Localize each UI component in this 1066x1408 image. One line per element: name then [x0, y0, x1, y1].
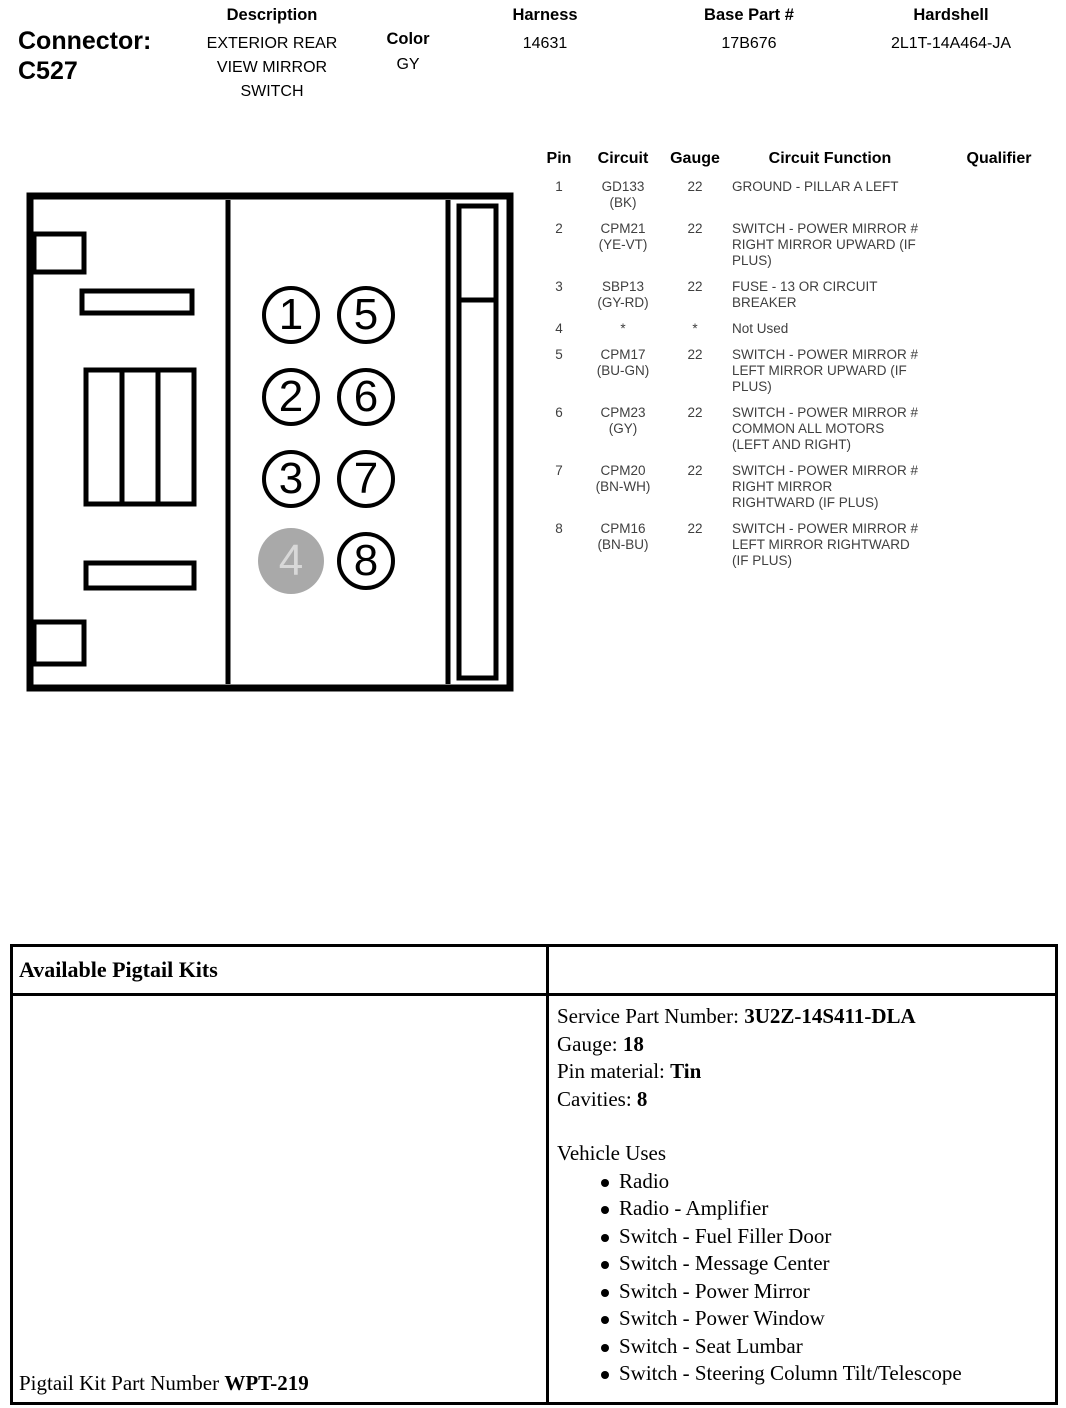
- connector-label: Connector:: [18, 27, 152, 55]
- pigtail-kit-part-number-value: WPT-219: [224, 1371, 309, 1395]
- pin-material-label: Pin material:: [557, 1059, 665, 1083]
- circuit-function-cell: FUSE - 13 OR CIRCUIT BREAKER: [732, 279, 878, 310]
- pin-material-value: Tin: [670, 1059, 702, 1083]
- pin-number-cell: 6: [555, 405, 563, 420]
- circuit-cell: [580, 179, 666, 211]
- pin-table-row: [538, 279, 1062, 311]
- qualifier-cell: [936, 321, 1062, 337]
- vehicle-use-item: Radio - Amplifier: [597, 1195, 1047, 1223]
- circuit-cell: [580, 405, 666, 453]
- pin-number-cell: 7: [555, 463, 563, 478]
- pigtail-kit-part-number-label: Pigtail Kit Part Number: [19, 1371, 220, 1395]
- gauge-cell: 22: [687, 521, 703, 536]
- circuit-color: (GY-RD): [597, 295, 649, 310]
- harness-value: 14631: [522, 35, 568, 52]
- qualifier-cell: [936, 521, 1062, 569]
- circuit-color: (YE-VT): [598, 237, 648, 252]
- pin-table-row: [538, 347, 1062, 395]
- hardshell-label: Hardshell: [913, 6, 989, 24]
- pigtail-kits-table: [10, 944, 1058, 1405]
- vehicle-use-item: Switch - Fuel Filler Door: [597, 1223, 1047, 1251]
- connector-pin-4: 4: [258, 528, 324, 594]
- pin-number-cell: 4: [555, 321, 563, 336]
- connector-pins: [26, 192, 514, 692]
- vehicle-use-item: Switch - Seat Lumbar: [597, 1333, 1047, 1361]
- service-part-number-value: 3U2Z-14S411-DLA: [744, 1004, 916, 1028]
- qualifier-cell: [936, 405, 1062, 453]
- pigtail-kit-part-number-line: [19, 1371, 309, 1396]
- circuit-cell: [580, 221, 666, 269]
- pin-material-line: [557, 1058, 1047, 1086]
- spacer: [557, 1113, 1047, 1140]
- connector-pin-7: 7: [337, 450, 395, 508]
- gauge-cell: 22: [687, 463, 703, 478]
- circuit-function-cell: SWITCH - POWER MIRROR # COMMON ALL MOTORS (LEFT AND RIGHT): [732, 405, 918, 452]
- circuit-code: CPM23: [600, 405, 646, 420]
- connector-pin-2: 2: [262, 368, 320, 426]
- vehicle-use-item: Radio: [597, 1168, 1047, 1196]
- vehicle-uses-heading: Vehicle Uses: [557, 1141, 667, 1165]
- header-field-harness: [500, 6, 590, 56]
- pin-table-header: [538, 150, 1062, 179]
- circuit-cell: [580, 521, 666, 569]
- pin-header: Pin: [546, 150, 572, 167]
- header-field-color: [377, 30, 439, 77]
- circuit-function-header: Circuit Function: [768, 150, 892, 167]
- pin-table-body: [538, 179, 1062, 569]
- pin-table-row: [538, 463, 1062, 511]
- circuit-code: *: [620, 321, 626, 336]
- circuit-code: CPM20: [600, 463, 646, 478]
- circuit-color: (BU-GN): [596, 363, 650, 378]
- pin-table-row: [538, 521, 1062, 569]
- circuit-function-cell: SWITCH - POWER MIRROR # LEFT MIRROR UPWARD (IF PLUS): [732, 347, 918, 394]
- pigtail-header-right-cell: [549, 947, 1055, 996]
- vehicle-use-item: Switch - Steering Column Tilt/Telescope: [597, 1360, 1047, 1388]
- circuit-header: Circuit: [597, 150, 649, 167]
- circuit-function-cell: SWITCH - POWER MIRROR # LEFT MIRROR RIGHTWARD (IF PLUS): [732, 521, 918, 568]
- connector-pin-6: 6: [337, 368, 395, 426]
- harness-label: Harness: [512, 6, 578, 24]
- circuit-color: (BN-WH): [595, 479, 651, 494]
- circuit-color: (GY): [608, 421, 638, 436]
- connector-diagram: [26, 192, 514, 692]
- base-part-value: 17B676: [721, 35, 777, 52]
- pin-table: [538, 150, 1062, 579]
- circuit-code: SBP13: [601, 279, 645, 294]
- circuit-cell: [580, 347, 666, 395]
- base-part-label: Base Part #: [704, 6, 794, 24]
- gauge-value: 18: [622, 1031, 644, 1056]
- vehicle-use-item: Switch - Message Center: [597, 1250, 1047, 1278]
- pin-number-cell: 1: [555, 179, 563, 194]
- qualifier-cell: [936, 179, 1062, 211]
- vehicle-use-item: Switch - Power Window: [597, 1305, 1047, 1333]
- service-part-number-label: Service Part Number:: [557, 1004, 739, 1028]
- gauge-line: [557, 1031, 1047, 1059]
- color-value: GY: [396, 56, 420, 73]
- circuit-function-cell: SWITCH - POWER MIRROR # RIGHT MIRROR RIGHTWARD (IF PLUS): [732, 463, 918, 510]
- qualifier-header: Qualifier: [966, 150, 1032, 167]
- vehicle-use-item: Switch - Power Mirror: [597, 1278, 1047, 1306]
- hardshell-value: 2L1T-14A464-JA: [890, 35, 1012, 52]
- gauge-label: Gauge:: [557, 1031, 618, 1056]
- circuit-function-cell: GROUND - PILLAR A LEFT: [732, 179, 899, 194]
- gauge-header: Gauge: [670, 150, 720, 167]
- service-part-number-line: [557, 1003, 1047, 1031]
- header-field-base-part: [688, 6, 810, 56]
- circuit-cell: [580, 463, 666, 511]
- pin-table-row: [538, 221, 1062, 269]
- description-label: Description: [226, 6, 318, 24]
- gauge-cell: *: [692, 321, 698, 336]
- color-label: Color: [386, 30, 430, 48]
- cavities-label: Cavities:: [557, 1086, 632, 1111]
- connector-id: C527: [18, 57, 78, 85]
- service-part-cell: [549, 996, 1055, 1402]
- circuit-cell: [580, 279, 666, 311]
- circuit-function-cell: SWITCH - POWER MIRROR # RIGHT MIRROR UPWARD (IF PLUS): [732, 221, 918, 268]
- header-field-hardshell: [866, 6, 1036, 56]
- vehicle-uses-list: [597, 1168, 1047, 1388]
- pin-number-cell: 5: [555, 347, 563, 362]
- gauge-cell: 22: [687, 347, 703, 362]
- circuit-color: (BK): [609, 195, 637, 210]
- description-value: EXTERIOR REAR VIEW MIRROR SWITCH: [206, 35, 338, 100]
- circuit-code: CPM21: [600, 221, 646, 236]
- pigtail-kit-cell: [13, 996, 549, 1402]
- pin-table-row: [538, 179, 1062, 211]
- connector-title: [18, 26, 151, 86]
- cavities-value: 8: [636, 1086, 648, 1111]
- circuit-function-cell: Not Used: [732, 321, 789, 336]
- pin-table-row: [538, 321, 1062, 337]
- qualifier-cell: [936, 221, 1062, 269]
- circuit-cell: [580, 321, 666, 337]
- gauge-cell: 22: [687, 279, 703, 294]
- header-field-description: [197, 6, 347, 104]
- connector-pin-8: 8: [337, 532, 395, 590]
- qualifier-cell: [936, 279, 1062, 311]
- gauge-cell: 22: [687, 221, 703, 236]
- gauge-cell: 22: [687, 405, 703, 420]
- pin-table-row: [538, 405, 1062, 453]
- circuit-code: CPM17: [600, 347, 646, 362]
- pin-number-cell: 2: [555, 221, 563, 236]
- qualifier-cell: [936, 347, 1062, 395]
- pin-number-cell: 8: [555, 521, 563, 536]
- gauge-cell: 22: [687, 179, 703, 194]
- circuit-color: (BN-BU): [597, 537, 649, 552]
- pin-number-cell: 3: [555, 279, 563, 294]
- circuit-code: GD133: [601, 179, 645, 194]
- cavities-line: [557, 1086, 1047, 1114]
- circuit-code: CPM16: [600, 521, 646, 536]
- pigtail-kits-title: Available Pigtail Kits: [13, 947, 549, 996]
- qualifier-cell: [936, 463, 1062, 511]
- connector-pin-3: 3: [262, 450, 320, 508]
- connector-pin-5: 5: [337, 286, 395, 344]
- connector-pin-1: 1: [262, 286, 320, 344]
